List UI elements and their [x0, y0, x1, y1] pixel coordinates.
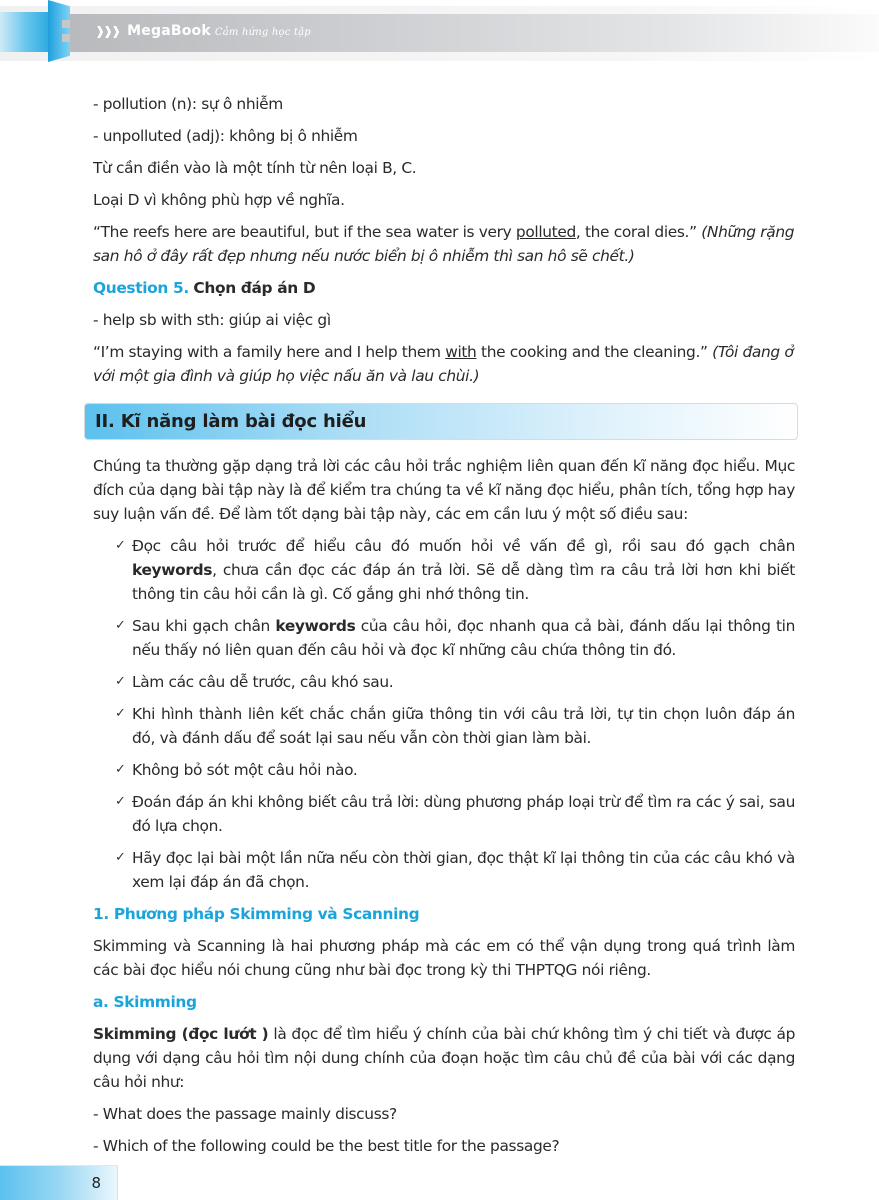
- tip-text: Đoán đáp án khi không biết câu trả lời: dùng phương pháp loại trừ để tìm ra các ý sai, sau đó lựa chọn.: [132, 793, 795, 835]
- check-icon: ✓: [115, 762, 126, 777]
- brand-tagline: Cảm hứng học tập: [214, 27, 311, 38]
- subsection-title: 1. Phương pháp Skimming và Scanning: [93, 905, 420, 923]
- check-icon: ✓: [115, 794, 126, 809]
- tip-text: Sau khi gạch chân: [132, 617, 276, 635]
- check-icon: ✓: [115, 618, 126, 633]
- keyword: keywords: [132, 561, 213, 579]
- tip-item: [93, 534, 795, 606]
- check-icon: ✓: [115, 538, 126, 553]
- answer-choice: Chọn đáp án D: [193, 279, 316, 297]
- vocab-line: - pollution (n): sự ô nhiễm: [93, 95, 283, 113]
- tip-text: Khi hình thành liên kết chắc chắn giữa thông tin với câu trả lời, tự tin chọn luôn đáp án đó, và đánh dấu để soát lại sau nếu vẫn còn thời gian làm bài.: [132, 705, 795, 747]
- underlined-word: polluted: [515, 223, 576, 241]
- tip-item: [93, 846, 795, 894]
- section-intro: Chúng ta thường gặp dạng trả lời các câu hỏi trắc nghiệm liên quan đến kĩ năng đọc hiểu. Mục đích của dạng bài tập này là để kiểm tra chúng ta về kĩ năng đọc hiểu, phân tích, tổng hợp hay suy luận vấn đề. Để làm tốt dạng bài tập này, các em cần lưu ý một số điều sau:: [93, 457, 795, 523]
- vocab-line: - unpolluted (adj): không bị ô nhiễm: [93, 127, 358, 145]
- definition-text: là đọc để tìm hiểu ý chính của bài chứ không tìm ý chi tiết và được áp dụng với dạng câu hỏi tìm nội dung chính của đoạn hoặc tìm câu chủ đề của bài với các dạng câu hỏi như:: [93, 1025, 795, 1091]
- tip-item: [93, 758, 795, 782]
- section-heading-box: [84, 403, 798, 440]
- question-label: Question 5.: [93, 279, 189, 297]
- question-5-heading: [93, 276, 795, 300]
- quote-text: “The reefs here are beautiful, but if the sea water is very: [93, 223, 516, 241]
- keyword: keywords: [275, 617, 356, 635]
- tip-item: [93, 670, 795, 694]
- example-question: - What does the passage mainly discuss?: [93, 1105, 397, 1123]
- quote-text: , the coral dies.”: [575, 223, 702, 241]
- section-title: II. Kĩ năng làm bài đọc hiểu: [95, 411, 367, 432]
- quote-q4: [93, 220, 795, 268]
- tip-text: Không bỏ sót một câu hỏi nào.: [132, 761, 358, 779]
- tip-item: [93, 790, 795, 838]
- brand-name: MegaBook: [127, 23, 211, 39]
- page-number-tab: [0, 1165, 118, 1200]
- translation: (Những rặng san hô ở đây rất đẹp nhưng nếu nước biển bị ô nhiễm thì san hô sẽ chết.): [93, 223, 795, 265]
- check-icon: ✓: [115, 706, 126, 721]
- tip-item: [93, 614, 795, 662]
- tip-item: [93, 702, 795, 750]
- page-number: 8: [91, 1174, 101, 1192]
- subsection-text: Skimming và Scanning là hai phương pháp mà các em có thể vận dụng trong quá trình làm các bài đọc hiểu nói chung cũng như bài đọc trong kỳ thi THPTQG nói riêng.: [93, 937, 795, 979]
- brand: [95, 23, 311, 39]
- brand-mark-icon: ❱❱❱: [95, 24, 120, 38]
- tips-list: [93, 534, 795, 894]
- check-icon: ✓: [115, 674, 126, 689]
- tip-text: Đọc câu hỏi trước để hiểu câu đó muốn hỏi về vấn đề gì, rồi sau đó gạch chân: [132, 537, 795, 555]
- tip-text: Hãy đọc lại bài một lần nữa nếu còn thời gian, đọc thật kĩ lại thông tin của các câu khó và xem lại đáp án đã chọn.: [132, 849, 795, 891]
- tip-text: Làm các câu dễ trước, câu khó sau.: [132, 673, 394, 691]
- quote-q5: [93, 340, 795, 388]
- quote-text: the cooking and the cleaning.”: [476, 343, 713, 361]
- quote-text: “I’m staying with a family here and I help them: [93, 343, 446, 361]
- section-2-content: [93, 454, 795, 1158]
- megabook-logo-icon: [0, 0, 70, 62]
- tip-text: , chưa cần đọc các đáp án trả lời. Sẽ dễ dàng tìm ra câu trả lời hơn khi biết thông tin câu hỏi cần là gì. Cố gắng ghi nhớ thông tin.: [132, 561, 795, 603]
- check-icon: ✓: [115, 850, 126, 865]
- vocab-line: - help sb with sth: giúp ai việc gì: [93, 311, 331, 329]
- example-question: - Which of the following could be the best title for the passage?: [93, 1137, 560, 1155]
- explanation-line: Loại D vì không phù hợp về nghĩa.: [93, 191, 345, 209]
- top-section: [93, 92, 795, 388]
- translation: (Tôi đang ở với một gia đình và giúp họ việc nấu ăn và lau chùi.): [93, 343, 794, 385]
- skimming-title: a. Skimming: [93, 993, 197, 1011]
- skimming-definition: [93, 1022, 795, 1094]
- explanation-line: Từ cần điền vào là một tính từ nên loại B, C.: [93, 159, 417, 177]
- skimming-term: Skimming (đọc lướt ): [93, 1025, 269, 1043]
- underlined-word: with: [445, 343, 477, 361]
- tip-text: của câu hỏi, đọc nhanh qua cả bài, đánh dấu lại thông tin nếu thấy nó liên quan đến câu hỏi và đọc kĩ những câu chứa thông tin đó.: [132, 617, 795, 659]
